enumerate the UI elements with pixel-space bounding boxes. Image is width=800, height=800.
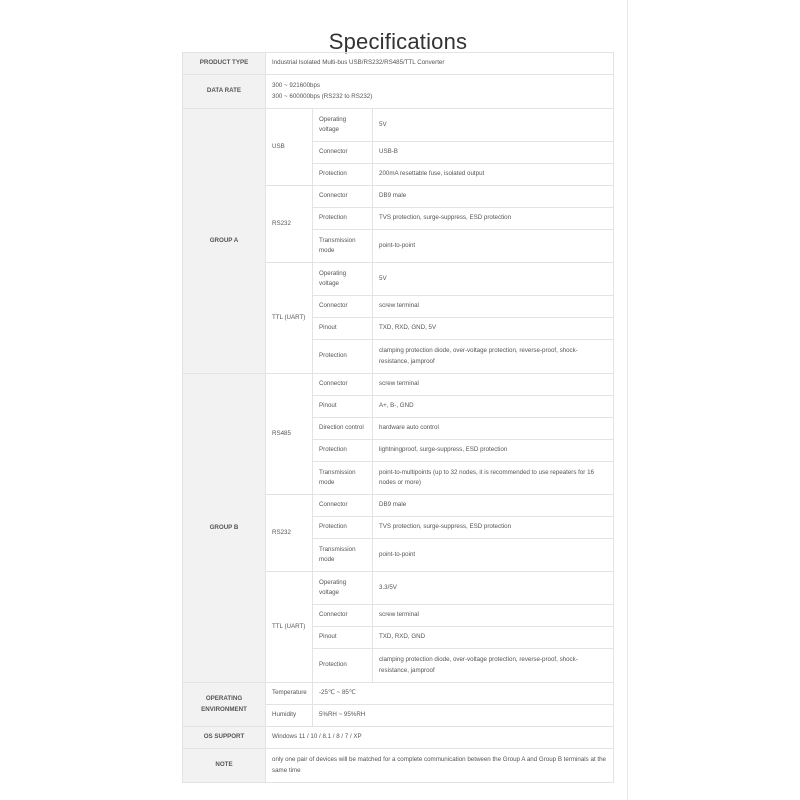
- spec-key: Protection: [313, 649, 373, 683]
- spec-key: Connector: [313, 374, 373, 396]
- spec-key: Pinout: [313, 396, 373, 418]
- spec-key: Operating voltage: [313, 572, 373, 605]
- group-b-label: GROUP B: [183, 374, 266, 683]
- os-support-value: Windows 11 / 10 / 8.1 / 8 / 7 / XP: [266, 727, 614, 749]
- table-row-product-type: [183, 53, 614, 75]
- spec-value: DB9 male: [373, 495, 614, 517]
- data-rate-value: [266, 75, 614, 109]
- spec-key: Connector: [313, 605, 373, 627]
- operating-environment-label: OPERATING ENVIRONMENT: [183, 683, 266, 727]
- spec-value: 5%RH ~ 95%RH: [313, 705, 614, 727]
- os-support-label: OS SUPPORT: [183, 727, 266, 749]
- spec-value: screw terminal: [373, 296, 614, 318]
- spec-value: point-to-point: [373, 539, 614, 572]
- page-title: Specifications: [328, 28, 468, 54]
- table-row: [183, 374, 614, 396]
- specifications-table: [182, 52, 614, 783]
- spec-value: A+, B-, GND: [373, 396, 614, 418]
- spec-value: lightningproof, surge-suppress, ESD protection: [373, 440, 614, 462]
- spec-key: Protection: [313, 164, 373, 186]
- spec-key: Temperature: [266, 683, 313, 705]
- group-b-rs485-label: RS485: [266, 374, 313, 495]
- spec-key: Transmission mode: [313, 462, 373, 495]
- note-text: only one pair of devices will be matched for a complete communication between the Group A and Group B terminals at the same time: [266, 749, 614, 783]
- spec-value: 5V: [373, 109, 614, 142]
- spec-value: point-to-multipoints (up to 32 nodes, it is recommended to use repeaters for 16 nodes or more): [373, 462, 614, 495]
- group-b-ttl-label: TTL (UART): [266, 572, 313, 683]
- spec-value: clamping protection diode, over-voltage protection, reverse-proof, shock-resistance, jamproof: [373, 649, 614, 683]
- product-type-label: PRODUCT TYPE: [183, 53, 266, 75]
- group-a-label: GROUP A: [183, 109, 266, 374]
- spec-key: Humidity: [266, 705, 313, 727]
- spec-key: Pinout: [313, 627, 373, 649]
- product-type-value: Industrial Isolated Multi-bus USB/RS232/RS485/TTL Converter: [266, 53, 614, 75]
- spec-key: Connector: [313, 296, 373, 318]
- table-row: [183, 683, 614, 705]
- table-row: [183, 109, 614, 142]
- group-a-usb-label: USB: [266, 109, 313, 186]
- table-row-os-support: [183, 727, 614, 749]
- spec-value: TVS protection, surge-suppress, ESD protection: [373, 208, 614, 230]
- spec-value: clamping protection diode, over-voltage protection, reverse-proof, shock-resistance, jamproof: [373, 340, 614, 374]
- spec-key: Connector: [313, 186, 373, 208]
- spec-key: Protection: [313, 440, 373, 462]
- spec-key: Operating voltage: [313, 109, 373, 142]
- group-a-ttl-label: TTL (UART): [266, 263, 313, 374]
- data-rate-label: DATA RATE: [183, 75, 266, 109]
- spec-key: Operating voltage: [313, 263, 373, 296]
- spec-key: Direction control: [313, 418, 373, 440]
- spec-value: screw terminal: [373, 374, 614, 396]
- spec-key: Transmission mode: [313, 230, 373, 263]
- spec-value: hardware auto control: [373, 418, 614, 440]
- spec-key: Protection: [313, 517, 373, 539]
- page-right-border: [627, 0, 628, 800]
- spec-value: DB9 male: [373, 186, 614, 208]
- spec-value: -25℃ ~ 85℃: [313, 683, 614, 705]
- spec-value: 5V: [373, 263, 614, 296]
- spec-key: Connector: [313, 495, 373, 517]
- spec-key: Protection: [313, 340, 373, 374]
- spec-value: screw terminal: [373, 605, 614, 627]
- group-a-rs232-label: RS232: [266, 186, 313, 263]
- note-label: NOTE: [183, 749, 266, 783]
- spec-value: USB-B: [373, 142, 614, 164]
- spec-key: Connector: [313, 142, 373, 164]
- spec-value: TXD, RXD, GND, 5V: [373, 318, 614, 340]
- spec-value: point-to-point: [373, 230, 614, 263]
- spec-key: Transmission mode: [313, 539, 373, 572]
- data-rate-line-1: 300 ~ 921600bps: [272, 82, 320, 89]
- table-row-data-rate: [183, 75, 614, 109]
- spec-key: Protection: [313, 208, 373, 230]
- data-rate-line-2: 300 ~ 600000bps (RS232 to RS232): [272, 92, 373, 100]
- spec-key: Pinout: [313, 318, 373, 340]
- spec-value: TVS protection, surge-suppress, ESD protection: [373, 517, 614, 539]
- spec-value: TXD, RXD, GND: [373, 627, 614, 649]
- spec-value: 200mA resettable fuse, isolated output: [373, 164, 614, 186]
- table-row-note: [183, 749, 614, 783]
- spec-value: 3.3/5V: [373, 572, 614, 605]
- group-b-rs232-label: RS232: [266, 495, 313, 572]
